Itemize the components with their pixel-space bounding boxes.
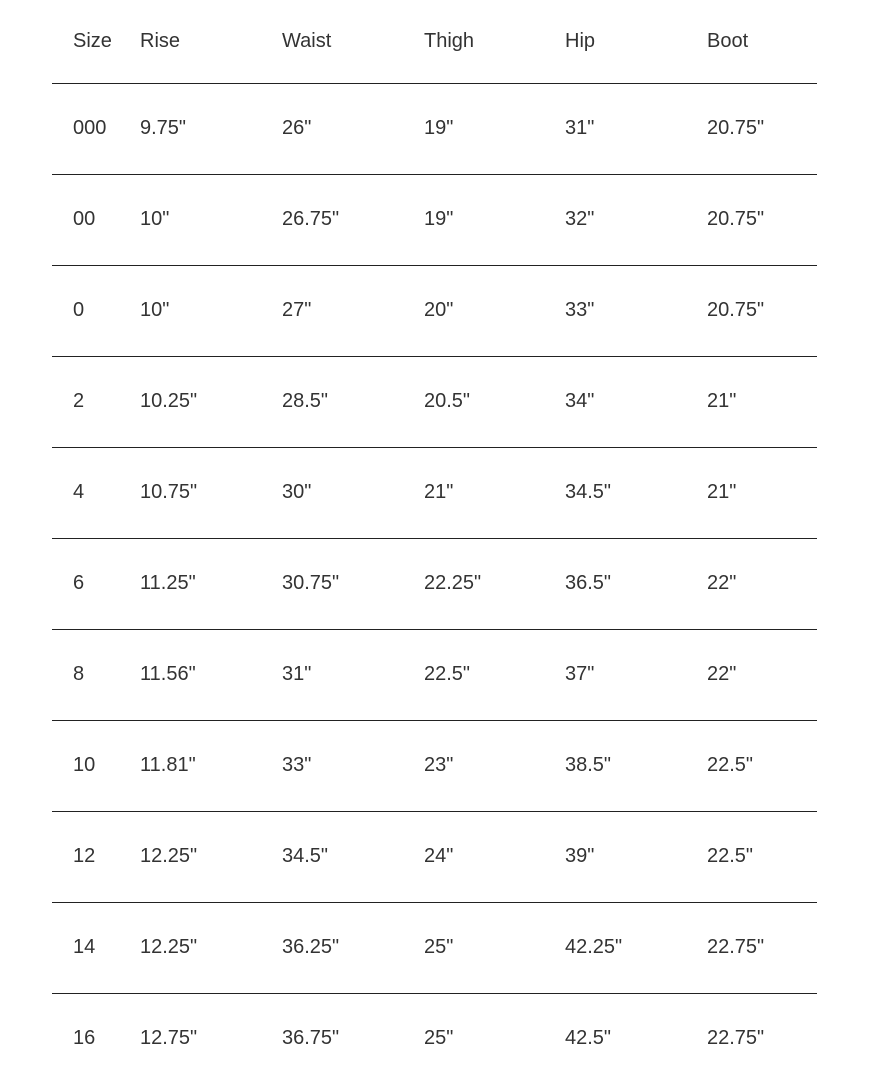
cell-thigh: 20.5" (424, 356, 565, 447)
header-waist: Waist (282, 0, 424, 83)
table-row (52, 902, 817, 993)
cell-size: 10 (52, 720, 140, 811)
table-row (52, 356, 817, 447)
cell-boot: 22" (707, 629, 817, 720)
cell-waist: 30.75" (282, 538, 424, 629)
cell-size: 0 (52, 265, 140, 356)
cell-rise: 10.75" (140, 447, 282, 538)
cell-rise: 12.25" (140, 811, 282, 902)
cell-thigh: 19" (424, 174, 565, 265)
cell-rise: 10" (140, 265, 282, 356)
cell-waist: 31" (282, 629, 424, 720)
table-header-row (52, 0, 817, 83)
cell-size: 000 (52, 83, 140, 174)
table-row (52, 83, 817, 174)
cell-thigh: 22.5" (424, 629, 565, 720)
cell-hip: 34" (565, 356, 707, 447)
table-row (52, 720, 817, 811)
cell-size: 2 (52, 356, 140, 447)
table-row (52, 629, 817, 720)
cell-boot: 22.5" (707, 720, 817, 811)
cell-boot: 22.5" (707, 811, 817, 902)
table-row (52, 447, 817, 538)
cell-size: 00 (52, 174, 140, 265)
cell-hip: 34.5" (565, 447, 707, 538)
cell-boot: 22.75" (707, 1027, 765, 1050)
cell-thigh: 22.25" (424, 538, 565, 629)
cell-thigh: 21" (424, 447, 565, 538)
cell-hip: 42.25" (565, 902, 707, 993)
cell-waist: 30" (282, 447, 424, 538)
cell-rise: 10" (140, 174, 282, 265)
cell-size: 16 (73, 1027, 96, 1050)
cell-rise: 10.25" (140, 356, 282, 447)
header-hip: Hip (565, 0, 707, 83)
cell-size: 8 (52, 629, 140, 720)
cell-rise: 12.25" (140, 902, 282, 993)
cell-size: 4 (52, 447, 140, 538)
table-row (52, 811, 817, 902)
cell-thigh: 19" (424, 83, 565, 174)
cell-waist: 34.5" (282, 811, 424, 902)
cell-rise: 9.75" (140, 83, 282, 174)
cell-rise: 12.75" (140, 1027, 198, 1050)
cell-boot: 22" (707, 538, 817, 629)
cell-waist: 26.75" (282, 174, 424, 265)
cell-waist: 28.5" (282, 356, 424, 447)
cell-size: 6 (52, 538, 140, 629)
cell-hip: 32" (565, 174, 707, 265)
cell-thigh: 20" (424, 265, 565, 356)
cell-boot: 20.75" (707, 83, 817, 174)
cell-rise: 11.56" (140, 629, 282, 720)
cell-waist: 26" (282, 83, 424, 174)
cell-size: 14 (52, 902, 140, 993)
cell-hip: 42.5" (565, 1027, 612, 1050)
cell-thigh: 25" (424, 1027, 454, 1050)
cell-hip: 39" (565, 811, 707, 902)
header-boot: Boot (707, 0, 817, 83)
cell-boot: 20.75" (707, 174, 817, 265)
cell-waist: 33" (282, 720, 424, 811)
table-row (52, 993, 817, 1084)
header-size: Size (52, 0, 140, 83)
cell-waist: 27" (282, 265, 424, 356)
cell-hip: 31" (565, 83, 707, 174)
cell-boot: 20.75" (707, 265, 817, 356)
table-row (52, 538, 817, 629)
cell-hip: 38.5" (565, 720, 707, 811)
size-chart-table (52, 0, 817, 1084)
cell-boot: 21" (707, 356, 817, 447)
cell-rise: 11.25" (140, 538, 282, 629)
cell-hip: 36.5" (565, 538, 707, 629)
cell-rise: 11.81" (140, 720, 282, 811)
cell-thigh: 23" (424, 720, 565, 811)
cell-waist: 36.25" (282, 902, 424, 993)
table-row (52, 174, 817, 265)
cell-size: 12 (52, 811, 140, 902)
cell-thigh: 24" (424, 811, 565, 902)
cell-boot: 22.75" (707, 902, 817, 993)
header-thigh: Thigh (424, 0, 565, 83)
cell-boot: 21" (707, 447, 817, 538)
cell-thigh: 25" (424, 902, 565, 993)
cell-waist: 36.75" (282, 1027, 340, 1050)
cell-hip: 37" (565, 629, 707, 720)
cell-hip: 33" (565, 265, 707, 356)
header-rise: Rise (140, 0, 282, 83)
table-row (52, 265, 817, 356)
